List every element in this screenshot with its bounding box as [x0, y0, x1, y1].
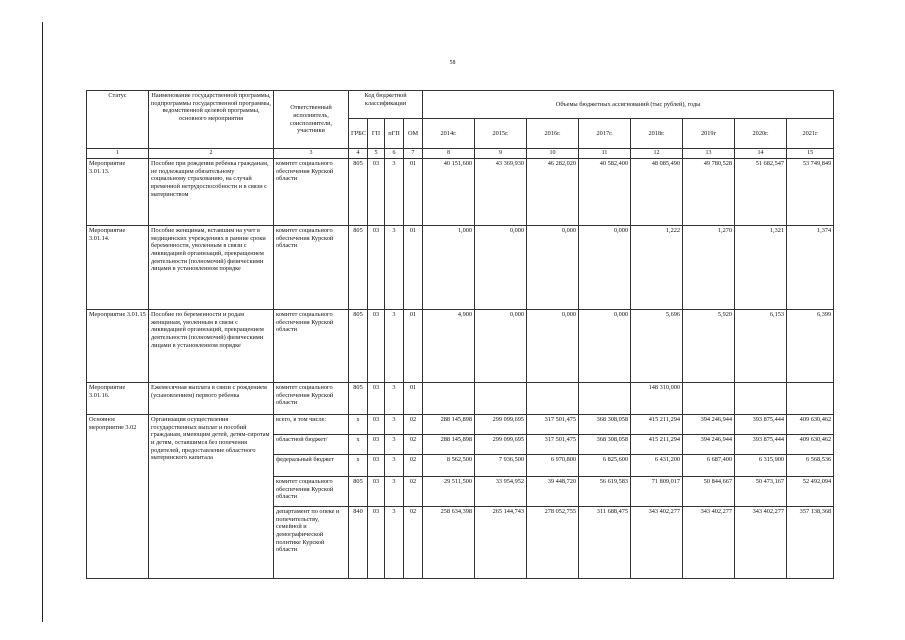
column-number: 11: [579, 149, 631, 159]
cell-value: 0,000: [579, 310, 631, 383]
cell-grbs: 805: [349, 159, 368, 226]
cell-value: 6,399: [787, 310, 834, 383]
cell-value: 50 473,167: [735, 477, 787, 507]
cell-value: 393 875,444: [735, 415, 787, 435]
column-number: 4: [349, 149, 368, 159]
cell-value: [527, 383, 579, 415]
header-gp: ГП: [368, 119, 385, 149]
cell-value: 6 825,600: [579, 455, 631, 477]
left-border-line: [42, 22, 43, 622]
cell-gp: 03: [368, 477, 385, 507]
row-executor: департамент по опеке и попечительству, семейной и демографической политике Курской области: [274, 507, 349, 579]
cell-value: 409 630,462: [787, 435, 834, 455]
cell-value: 317 501,475: [527, 435, 579, 455]
cell-value: 311 688,475: [579, 507, 631, 579]
cell-value: [579, 383, 631, 415]
row-status: Мероприятие 3.01.14.: [87, 226, 149, 310]
cell-value: 415 211,294: [631, 415, 683, 435]
cell-value: 317 501,475: [527, 415, 579, 435]
cell-pgp: 3: [385, 507, 404, 579]
column-number: 9: [475, 149, 527, 159]
column-number: 3: [274, 149, 349, 159]
page-number: 58: [449, 60, 456, 66]
cell-value: 0,000: [475, 310, 527, 383]
row-executor: комитет социального обеспечения Курской области: [274, 383, 349, 415]
cell-value: 258 634,398: [423, 507, 475, 579]
row-status: Мероприятие 3.01.15: [87, 310, 149, 383]
cell-grbs: 805: [349, 310, 368, 383]
header-om: ОМ: [404, 119, 423, 149]
row-name: Пособие при рождении ребенка гражданам, не подлежащим обязательному социальному страхованию, на случай временной нетрудоспособности и в связи с материнством: [149, 159, 274, 226]
cell-pgp: 3: [385, 477, 404, 507]
table-row: [87, 383, 834, 415]
header-executor: Ответственный исполнитель, соисполнители, участники: [274, 91, 349, 149]
cell-value: 40 582,400: [579, 159, 631, 226]
row-executor: комитет социального обеспечения Курской области: [274, 159, 349, 226]
cell-value: 0,000: [527, 226, 579, 310]
cell-value: 6,153: [735, 310, 787, 383]
cell-value: 6 970,800: [527, 455, 579, 477]
cell-value: 299 099,695: [475, 415, 527, 435]
cell-value: 50 844,667: [683, 477, 735, 507]
cell-gp: 03: [368, 310, 385, 383]
cell-value: 39 448,720: [527, 477, 579, 507]
cell-grbs: х: [349, 455, 368, 477]
cell-value: 394 246,944: [683, 415, 735, 435]
cell-pgp: 3: [385, 159, 404, 226]
cell-om: 02: [404, 455, 423, 477]
row-executor: федеральный бюджет: [274, 455, 349, 477]
cell-value: [423, 383, 475, 415]
row-status: Мероприятие 3.01.13.: [87, 159, 149, 226]
cell-value: [683, 383, 735, 415]
cell-om: 01: [404, 383, 423, 415]
cell-gp: 03: [368, 383, 385, 415]
cell-value: 0,000: [579, 226, 631, 310]
cell-value: 6 431,200: [631, 455, 683, 477]
cell-value: [787, 383, 834, 415]
cell-pgp: 3: [385, 226, 404, 310]
row-status: Мероприятие 3.01.16.: [87, 383, 149, 415]
budget-table: [86, 90, 834, 579]
column-number: 2: [149, 149, 274, 159]
cell-value: 288 145,898: [423, 435, 475, 455]
cell-value: 0,000: [475, 226, 527, 310]
cell-value: 53 749,849: [787, 159, 834, 226]
table-row: [87, 226, 834, 310]
cell-value: 415 211,294: [631, 435, 683, 455]
column-number: 13: [683, 149, 735, 159]
column-number: 15: [787, 149, 834, 159]
row-executor: комитет социального обеспечения Курской области: [274, 477, 349, 507]
cell-gp: 03: [368, 415, 385, 435]
cell-gp: 03: [368, 455, 385, 477]
cell-gp: 03: [368, 435, 385, 455]
cell-value: 0,000: [527, 310, 579, 383]
cell-grbs: 805: [349, 477, 368, 507]
cell-value: 1,222: [631, 226, 683, 310]
cell-value: 368 308,058: [579, 435, 631, 455]
header-volumes: Объемы бюджетных ассигнований (тыс рублей), годы: [423, 91, 834, 119]
cell-value: 343 402,277: [735, 507, 787, 579]
cell-pgp: 3: [385, 310, 404, 383]
column-number: 7: [404, 149, 423, 159]
column-number: 10: [527, 149, 579, 159]
column-number-row: [87, 149, 834, 159]
cell-grbs: 805: [349, 383, 368, 415]
cell-value: [735, 383, 787, 415]
cell-gp: 03: [368, 159, 385, 226]
row-executor: областной бюджет/: [274, 435, 349, 455]
cell-value: 49 780,528: [683, 159, 735, 226]
cell-om: 01: [404, 310, 423, 383]
cell-value: 357 138,368: [787, 507, 834, 579]
cell-value: 51 682,547: [735, 159, 787, 226]
cell-grbs: 805: [349, 226, 368, 310]
cell-om: 02: [404, 477, 423, 507]
cell-value: 6 568,536: [787, 455, 834, 477]
cell-grbs: 840: [349, 507, 368, 579]
cell-value: 33 954,952: [475, 477, 527, 507]
cell-value: 278 052,755: [527, 507, 579, 579]
header-grbs: ГРБС: [349, 119, 368, 149]
cell-value: 5,696: [631, 310, 683, 383]
cell-pgp: 3: [385, 435, 404, 455]
header-year-2021: 2021г: [787, 119, 834, 149]
header-budget-code: Код бюджетной классификации: [349, 91, 423, 119]
row-name: Пособие женщинам, вставшим на учет в медицинских учреждениях в ранние сроки беременности, уволенным в связи с ликвидацией организаций, прекращением деятельности (полномочий) физическими лицами в установленном порядке: [149, 226, 274, 310]
cell-value: 409 630,462: [787, 415, 834, 435]
row-executor: всего, в том числе:: [274, 415, 349, 435]
cell-om: 01: [404, 159, 423, 226]
cell-value: 8 562,500: [423, 455, 475, 477]
cell-value: 1,270: [683, 226, 735, 310]
cell-value: 394 246,944: [683, 435, 735, 455]
cell-value: 393 875,444: [735, 435, 787, 455]
cell-value: 43 369,930: [475, 159, 527, 226]
cell-value: 6 315,900: [735, 455, 787, 477]
main-event-status: Основное мероприятие 3.02: [87, 415, 149, 579]
cell-value: 71 809,017: [631, 477, 683, 507]
cell-om: 02: [404, 507, 423, 579]
cell-gp: 03: [368, 226, 385, 310]
main-event-name: Организация осуществления государственных выплат и пособий гражданам, имеющим детей, детям-сиротам и детям, оставшимся без попечения родителей, предоставление областного материнского капитала: [149, 415, 274, 579]
cell-value: 48 085,490: [631, 159, 683, 226]
column-number: 1: [87, 149, 149, 159]
cell-grbs: х: [349, 435, 368, 455]
cell-value: 1,000: [423, 226, 475, 310]
table-row: [87, 159, 834, 226]
cell-value: 343 402,277: [683, 507, 735, 579]
header-year-2020: 2020г.: [735, 119, 787, 149]
cell-value: 46 282,020: [527, 159, 579, 226]
row-executor: комитет социального обеспечения Курской области: [274, 226, 349, 310]
cell-value: 343 402,277: [631, 507, 683, 579]
cell-value: 148 310,000: [631, 383, 683, 415]
column-number: 12: [631, 149, 683, 159]
header-name: Наименование государственной программы, подпрограммы государственной программы, ведомственной целевой программы, основного мероприятия: [149, 91, 274, 149]
cell-om: 01: [404, 226, 423, 310]
column-number: 5: [368, 149, 385, 159]
cell-value: 56 619,583: [579, 477, 631, 507]
cell-value: 40 151,600: [423, 159, 475, 226]
cell-gp: 03: [368, 507, 385, 579]
cell-value: 1,321: [735, 226, 787, 310]
row-executor: комитет социального обеспечения Курской области: [274, 310, 349, 383]
header-pgp: пГП: [385, 119, 404, 149]
header-year-2016: 2016г.: [527, 119, 579, 149]
row-name: Пособие по беременности и родам женщинам, уволенным в связи с ликвидацией организаций, прекращением деятельности (полномочий) физическими лицами в установленном порядке: [149, 310, 274, 383]
header-year-2019: 2019г: [683, 119, 735, 149]
header-status: Статус: [87, 91, 149, 149]
cell-value: 1,374: [787, 226, 834, 310]
cell-value: 4,900: [423, 310, 475, 383]
table-row: [87, 415, 834, 435]
column-number: 8: [423, 149, 475, 159]
cell-value: 52 492,094: [787, 477, 834, 507]
header-year-2018: 2018г.: [631, 119, 683, 149]
cell-om: 02: [404, 435, 423, 455]
header-year-2014: 2014г.: [423, 119, 475, 149]
header-year-2015: 2015г.: [475, 119, 527, 149]
column-number: 6: [385, 149, 404, 159]
cell-value: 368 308,058: [579, 415, 631, 435]
column-number: 14: [735, 149, 787, 159]
cell-value: 7 936,500: [475, 455, 527, 477]
cell-value: 288 145,898: [423, 415, 475, 435]
header-year-2017: 2017г.: [579, 119, 631, 149]
cell-value: 265 144,743: [475, 507, 527, 579]
cell-pgp: 3: [385, 383, 404, 415]
row-name: Ежемесячная выплата в связи с рождением (усыновлением) первого ребенка: [149, 383, 274, 415]
cell-pgp: 3: [385, 415, 404, 435]
cell-value: 299 099,695: [475, 435, 527, 455]
cell-grbs: х: [349, 415, 368, 435]
cell-om: 02: [404, 415, 423, 435]
cell-value: 29 511,500: [423, 477, 475, 507]
cell-value: [475, 383, 527, 415]
cell-value: 5,920: [683, 310, 735, 383]
table-row: [87, 310, 834, 383]
cell-pgp: 3: [385, 455, 404, 477]
cell-value: 6 687,400: [683, 455, 735, 477]
